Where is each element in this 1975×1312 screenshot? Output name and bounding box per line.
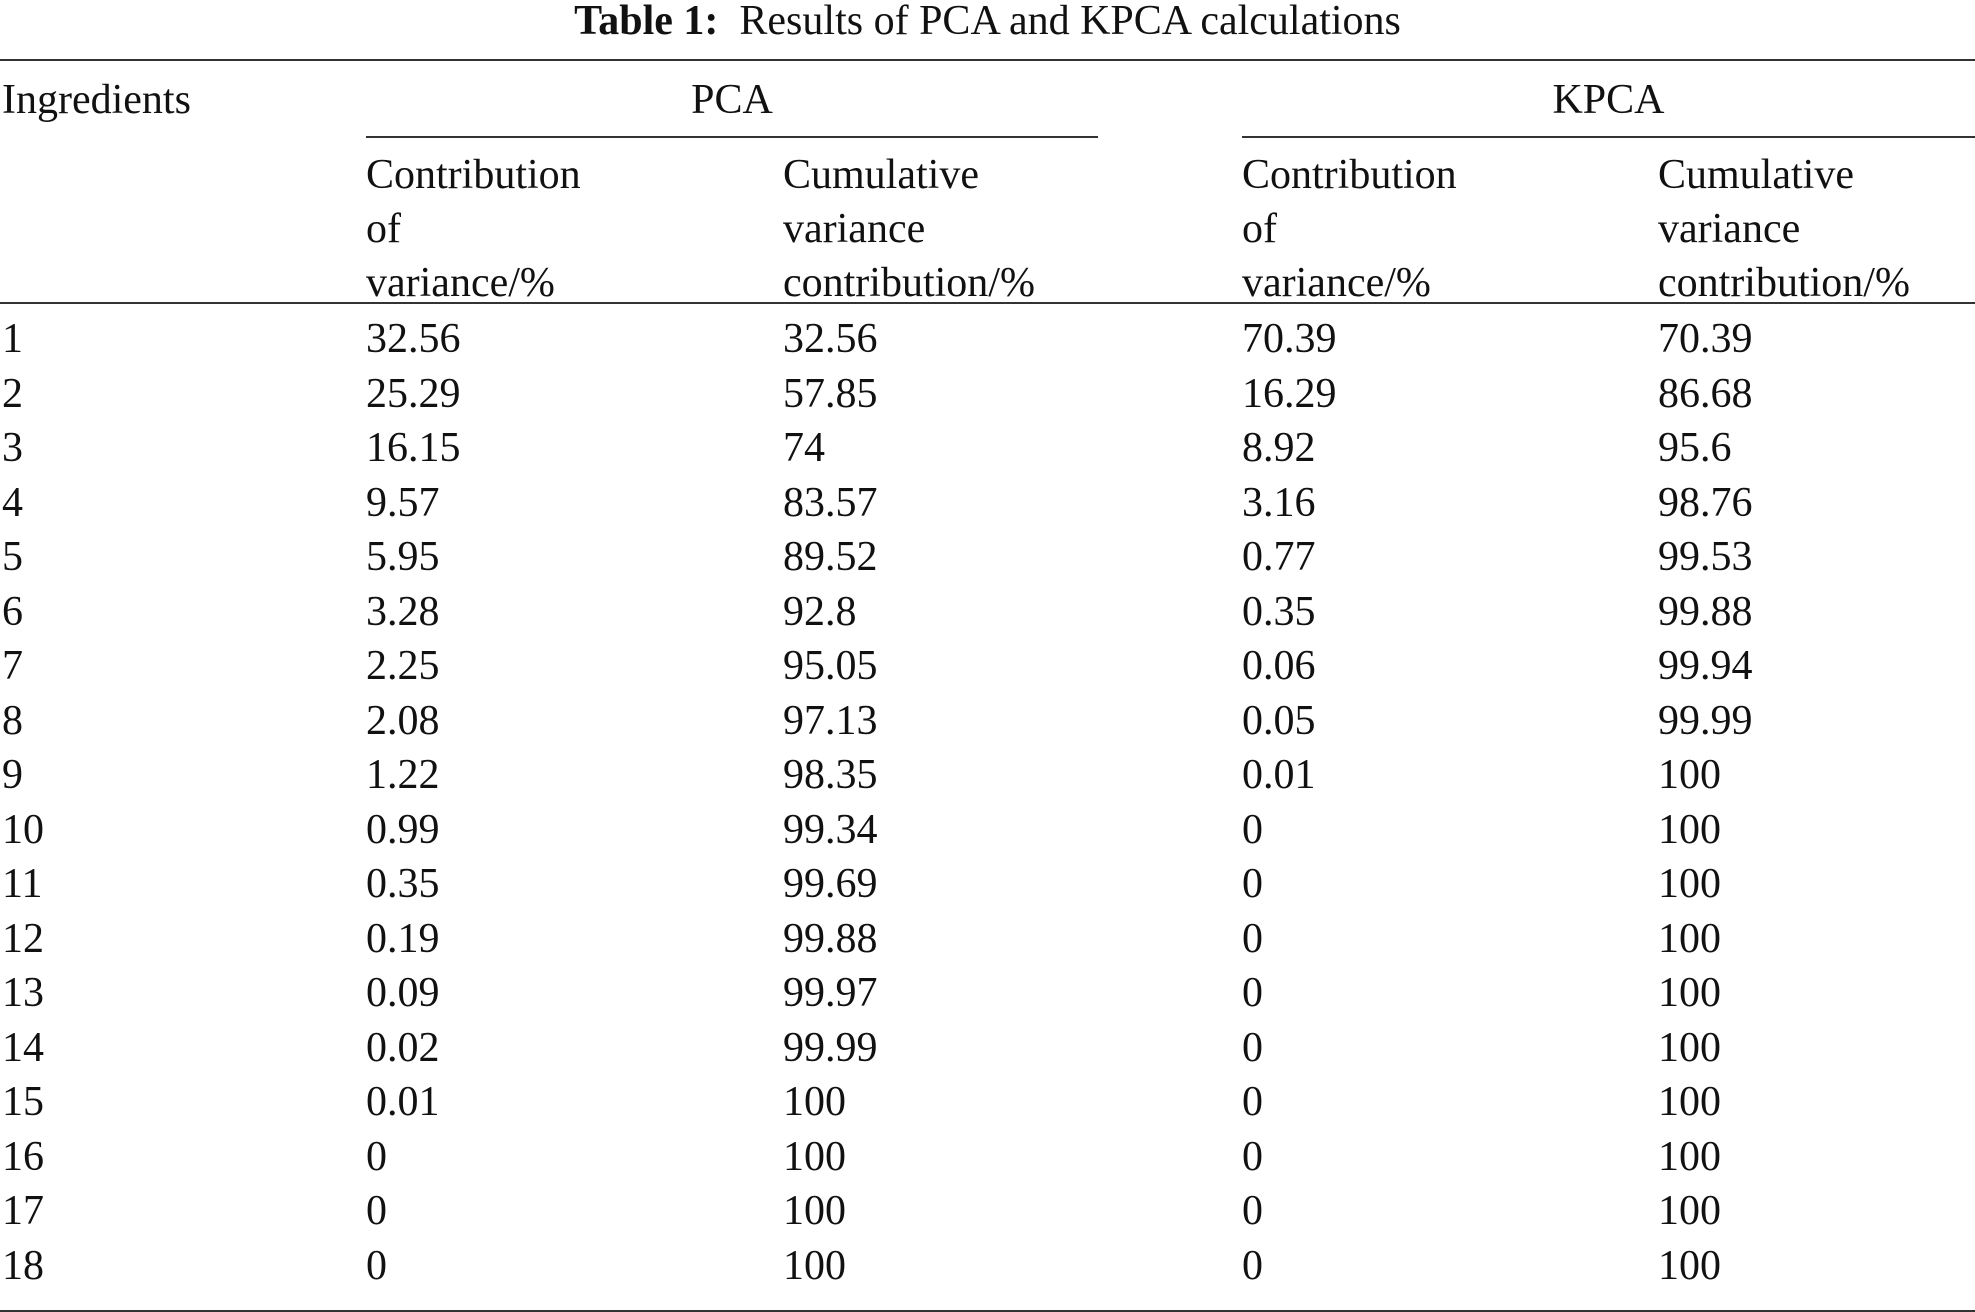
pca-cumulative-cell: 99.34 [783,806,878,853]
table-row [0,1075,1975,1130]
ingredients-header: Ingredients [2,77,191,123]
kpca-cumulative-cell: 100 [1658,1133,1721,1180]
table-row [0,803,1975,858]
pca-contribution-cell: 0 [366,1133,387,1180]
pca-contribution-cell: 0.01 [366,1079,440,1125]
ingredient-cell: 9 [2,752,23,798]
kpca-cumulative-cell: 99.88 [1658,588,1753,635]
ingredient-cell: 2 [2,370,23,417]
caption-label: Table 1: [574,0,719,44]
kpca-group-header: KPCA [1552,77,1665,123]
table-row [0,421,1975,476]
caption-text: Results of PCA and KPCA calculations [739,0,1401,44]
kpca-cumulative-cell: 100 [1658,1079,1721,1125]
kpca-contribution-cell: 0.06 [1242,643,1316,689]
kpca-contribution-cell: 0 [1242,861,1263,907]
pca-contribution-cell: 0.19 [366,915,440,962]
kpca-contribution-cell: 0 [1242,970,1263,1016]
pca-cumulative-cell: 57.85 [783,370,878,417]
table-row [0,1239,1975,1294]
pca-contribution-cell: 0.35 [366,861,440,907]
kpca-cumulative-cell: 100 [1658,1242,1721,1289]
table-row [0,312,1975,367]
kpca-contribution-cell: 3.16 [1242,479,1316,526]
kpca-contribution-cell: 16.29 [1242,370,1337,417]
pca-cumulative-cell: 74 [783,425,825,471]
table-row [0,367,1975,422]
kpca-contribution-cell: 0.05 [1242,697,1316,744]
pca-contribution-cell: 32.56 [366,316,461,362]
ingredient-cell: 5 [2,534,23,580]
pca-contribution-cell: 16.15 [366,425,461,471]
table-row [0,476,1975,531]
ingredient-cell: 15 [2,1079,44,1125]
kpca-contribution-cell: 0 [1242,915,1263,962]
ingredient-cell: 13 [2,970,44,1016]
pca-contribution-cell: 25.29 [366,370,461,417]
pca-cumulative-cell: 100 [783,1188,846,1234]
kpca-contribution-cell: 0 [1242,1133,1263,1180]
ingredient-cell: 17 [2,1188,44,1234]
kpca-cumulative-cell: 100 [1658,1188,1721,1234]
table-row [0,1184,1975,1239]
kpca-contribution-cell: 0 [1242,1188,1263,1234]
ingredient-cell: 7 [2,643,23,689]
table-row [0,857,1975,912]
table-row [0,585,1975,640]
pca-cumulative-cell: 89.52 [783,534,878,580]
kpca-cumulative-cell: 100 [1658,915,1721,962]
pca-cumulative-cell: 99.69 [783,861,878,907]
table-body [0,312,1975,1293]
pca-group-rule [366,136,1098,138]
kpca-cumulative-cell: 95.6 [1658,425,1732,471]
kpca-contribution-cell: 0 [1242,1242,1263,1289]
pca-cumulative-cell: 32.56 [783,316,878,362]
table-row [0,1021,1975,1076]
kpca-contribution-cell: 0.01 [1242,752,1316,798]
pca-cumulative-cell: 100 [783,1133,846,1180]
pca-contribution-cell: 3.28 [366,588,440,635]
kpca-group-rule [1242,136,1975,138]
kpca-contribution-cell: 0 [1242,1024,1263,1071]
ingredient-cell: 10 [2,806,44,853]
ingredient-cell: 14 [2,1024,44,1071]
table-row [0,966,1975,1021]
pca-cumulative-cell: 83.57 [783,479,878,526]
pca-contribution-cell: 0 [366,1188,387,1234]
pca-cumulative-cell: 97.13 [783,697,878,744]
table-row [0,1130,1975,1185]
pca-contribution-cell: 0.02 [366,1024,440,1071]
ingredient-cell: 6 [2,588,23,635]
pca-cumulative-cell: 99.99 [783,1024,878,1071]
kpca-cumulative-cell: 98.76 [1658,479,1753,526]
pca-cumulative-cell: 92.8 [783,588,857,635]
pca-cumulative-cell: 100 [783,1079,846,1125]
pca-cumulative-cell: 99.88 [783,915,878,962]
ingredient-cell: 4 [2,479,23,526]
pca-contribution-cell: 1.22 [366,752,440,798]
ingredient-cell: 8 [2,697,23,744]
pca-contribution-header: Contribution of variance/% [366,152,581,306]
pca-cumulative-cell: 99.97 [783,970,878,1016]
kpca-cumulative-cell: 100 [1658,861,1721,907]
kpca-cumulative-cell: 86.68 [1658,370,1753,417]
pca-contribution-cell: 9.57 [366,479,440,526]
kpca-cumulative-cell: 99.94 [1658,643,1753,689]
pca-contribution-cell: 2.25 [366,643,440,689]
pca-cumulative-cell: 100 [783,1242,846,1289]
kpca-cumulative-cell: 70.39 [1658,316,1753,362]
ingredient-cell: 18 [2,1242,44,1289]
results-table [0,59,1975,1312]
pca-contribution-cell: 0.99 [366,806,440,853]
kpca-contribution-cell: 0.35 [1242,588,1316,635]
table-row [0,530,1975,585]
table-row [0,748,1975,803]
table-row [0,639,1975,694]
kpca-contribution-header: Contribution of variance/% [1242,152,1457,306]
ingredient-cell: 1 [2,316,23,362]
pca-contribution-cell: 0 [366,1242,387,1289]
kpca-contribution-cell: 8.92 [1242,425,1316,471]
table-caption [0,0,1975,42]
table-row [0,694,1975,749]
kpca-contribution-cell: 0 [1242,1079,1263,1125]
kpca-cumulative-cell: 100 [1658,806,1721,853]
table-row [0,912,1975,967]
pca-contribution-cell: 2.08 [366,697,440,744]
kpca-cumulative-cell: 99.53 [1658,534,1753,580]
kpca-contribution-cell: 0 [1242,806,1263,853]
top-rule [0,59,1975,61]
kpca-cumulative-cell: 100 [1658,970,1721,1016]
pca-cumulative-cell: 95.05 [783,643,878,689]
pca-group-header: PCA [691,77,773,123]
kpca-cumulative-cell: 99.99 [1658,697,1753,744]
ingredient-cell: 16 [2,1133,44,1180]
pca-cumulative-cell: 98.35 [783,752,878,798]
ingredient-cell: 11 [2,861,43,907]
pca-contribution-cell: 5.95 [366,534,440,580]
kpca-contribution-cell: 70.39 [1242,316,1337,362]
pca-contribution-cell: 0.09 [366,970,440,1016]
ingredient-cell: 12 [2,915,44,962]
kpca-contribution-cell: 0.77 [1242,534,1316,580]
pca-cumulative-header: Cumulative variance contribution/% [783,152,1035,306]
ingredient-cell: 3 [2,425,23,471]
kpca-cumulative-cell: 100 [1658,1024,1721,1071]
kpca-cumulative-cell: 100 [1658,752,1721,798]
kpca-cumulative-header: Cumulative variance contribution/% [1658,152,1910,306]
